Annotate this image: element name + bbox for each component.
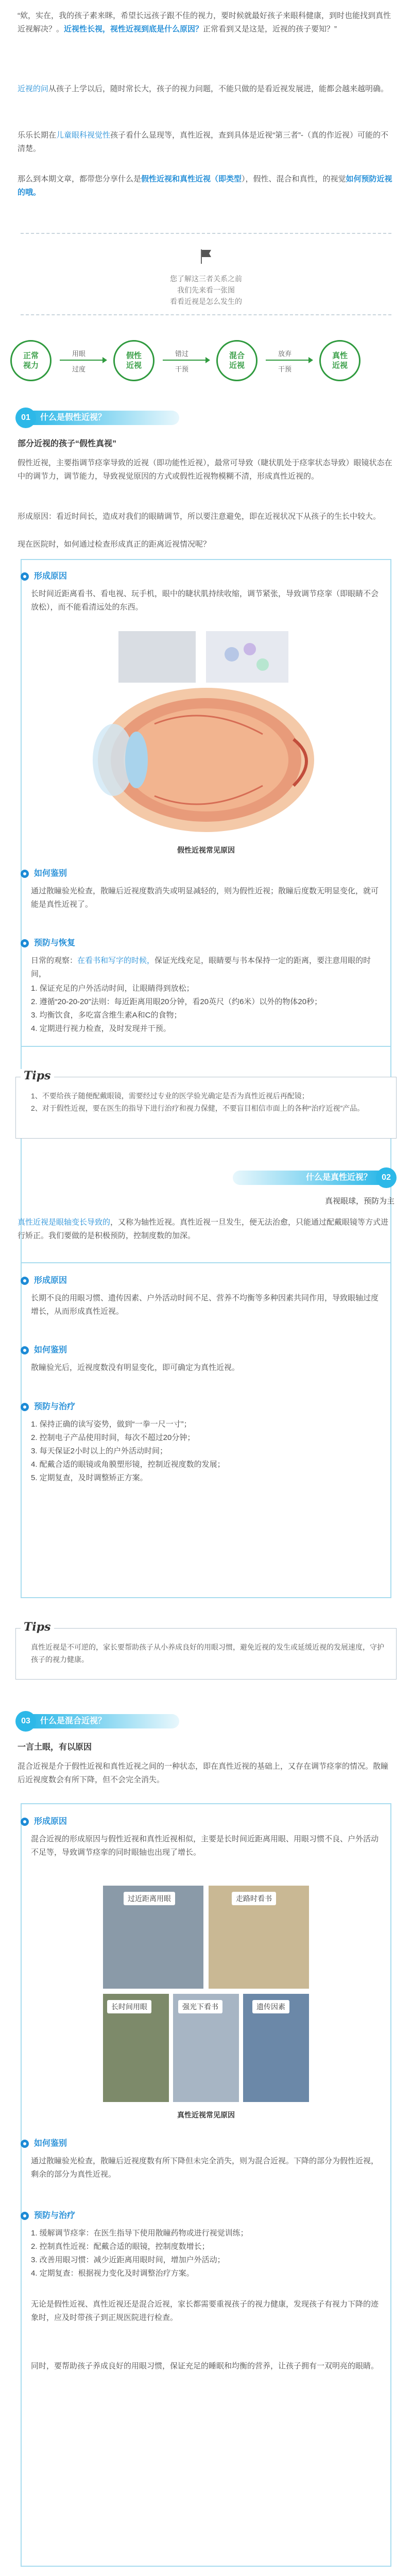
figure-caption: 假性近视常见原因	[177, 846, 235, 854]
s3-extra-2: 同时，要帮助孩子养成良好的用眼习惯，保证充足的睡眠和均衡的营养，让孩子拥有一双明亮的眼睛。	[31, 2362, 379, 2370]
card-bottom-border	[21, 1046, 391, 1047]
divider-bottom	[21, 314, 391, 315]
tips-label: Tips	[21, 1069, 54, 1082]
arrow-right-icon	[60, 360, 106, 361]
card-bottom-border	[21, 1597, 391, 1598]
s1-paragraph-2: 形成原因：看近时间长，造成对我们的眼睛调节，所以要注意避免，即在近视状况下从孩子的生长中较大。	[18, 512, 381, 521]
section-subtitle: 一言土眼，有以原因	[18, 1743, 92, 1752]
tips-2-text: 真性近视是不可逆的，家长要帮助孩子从小养成良好的用眼习惯，避免近视的发生或延缓近视的发展速度，守护孩子的视力健康。	[31, 1643, 384, 1664]
s3-extra-1: 无论是假性近视、真性近视还是混合近视，家长都需要重视孩子的视力健康，发现孩子有视力下降的迹象时，应及时带孩子到正规医院进行检查。	[31, 2300, 379, 2322]
s1-paragraph-1: 假性近视，主要指调节痉挛导致的近视（即功能性近视），最常可导致（睫状肌处于痉挛状态导致）眼镜状态在中的调节力，调节能力，导致视觉原因的方式或假性近视物模糊不清，形成真性近视的。	[18, 459, 392, 481]
photo-label: 走路时看书	[232, 1892, 276, 1905]
s1-paragraph-3: 现在医院时，如何通过检查形成真正的距离近视情况呢？	[18, 540, 211, 549]
bullet-dot-icon	[21, 2212, 29, 2220]
causes-photo-collage	[103, 1886, 309, 2102]
flow-node-normal: 正常 视力	[10, 340, 52, 381]
s2-prevent-list: 1. 保持正确的读写姿势，做到“一拳一尺一寸”； 2. 控制电子产品使用时间，每次不超过20分钟； 3. 每天保证2小时以上的户外活动时间； 4. 配戴合适的眼镜或角膜塑形镜，控制近视度数的发展； 5. 定期复查，及时调整矫正方案。	[31, 1420, 225, 1482]
section-header-1	[15, 407, 185, 429]
divider-top	[21, 233, 391, 234]
section-number: 01	[15, 408, 36, 428]
intro-paragraph-1	[18, 9, 394, 36]
bullet-dot-icon	[21, 1346, 29, 1354]
intro-highlight: 近视性长视，视性近视到底是什么原因？	[64, 25, 203, 33]
photo-label: 强光下看书	[178, 2000, 222, 2013]
flow-node-true: 真性 近视	[319, 340, 360, 381]
eye-diagram-svg	[77, 631, 335, 837]
section-title: 什么是假性近视？	[30, 411, 179, 425]
card-bottom-border	[21, 2566, 391, 2567]
section-title: 什么是混合近视？	[30, 1714, 179, 1728]
intro-text: 正常看到又是这是，近视的孩子要知？”	[203, 25, 337, 33]
bullet-dot-icon	[21, 1277, 29, 1285]
s1-prevent-list: 1. 保证充足的户外活动时间，让眼睛得到放松； 2. 遵循“20-20-20”法则：每近距离用眼20分钟，看20英尺（约6米）以外的物体20秒； 3. 均衡饮食，多吃富含维生素A和C的食物； 4. 定期进行视力检查，及时发现并干预。	[31, 984, 322, 1033]
bullet-dot-icon	[21, 2140, 29, 2148]
figure-caption: 真性近视常见原因	[177, 2111, 235, 2119]
s3-paragraph-1: 混合近视是介于假性近视和真性近视之间的一种状态，即在真性近视的基础上，又存在调节痉挛的情况。散瞳后近视度数会有所下降，但不会完全消失。	[18, 1762, 389, 1784]
arrow-right-icon	[266, 360, 312, 361]
s1-cause-text: 长时间近距离看书、看电视、玩手机，眼中的睫状肌持续收缩，调节紧张，导致调节痉挛（即眼睛不会放松），而不能看清远处的东西。	[31, 589, 379, 612]
flow-node-mixed: 混合 近视	[216, 340, 258, 381]
flow-node-pseudo: 假性 近视	[113, 340, 154, 381]
flow-arrow-label-top: 放弃	[278, 350, 291, 358]
section-subtitle: 部分近视的孩子“假性真视”	[18, 439, 117, 448]
s3-prevent-list: 1. 缓解调节痉挛：在医生指导下使用散瞳药物或进行视觉训练； 2. 控制真性近视：配戴合适的眼镜，控制度数增长； 3. 改善用眼习惯：减少近距离用眼时间，增加户外活动； 4. 定期复查：根据视力变化及时调整治疗方案。	[31, 2229, 248, 2278]
photo-label: 遗传因素	[252, 2000, 289, 2013]
bullet-dot-icon	[21, 870, 29, 878]
bullet-dot-icon	[21, 1818, 29, 1826]
tips-1-text: 1、不要给孩子随便配戴眼镜，需要经过专业的医学验光确定是否为真性近视后再配镜； 2、对于假性近视，要在医生的指导下进行治疗和视力保健，不要盲目相信市面上的各种“治疗近视”产品。	[31, 1092, 365, 1112]
myopia-progression-diagram	[10, 330, 402, 392]
arrow-right-icon	[163, 360, 209, 361]
section-number: 02	[376, 1167, 397, 1188]
s1-identify-text: 通过散瞳验光检查，散瞳后近视度数消失或明显减轻的，则为假性近视；散瞳后度数无明显变化，就可能是真性近视了。	[31, 887, 379, 909]
s2-identify-text: 散瞳验光后，近视度数没有明显变化，即可确定为真性近视。	[31, 1363, 240, 1372]
intro-paragraph-4: 那么到本期文章，都带您分享什么是假性近视和真性近视（即类型），假性、混合和真性，的视觉如何预防近视的哦。	[18, 175, 392, 197]
s3-cause-text: 混合近视的形成原因与假性近视和真性近视相似，主要是长时间近距离用眼、用眼习惯不良、户外活动不足等，导致调节痉挛的同时眼轴也出现了增长。	[31, 1835, 379, 1857]
section-header-2	[227, 1167, 397, 1189]
photo-label: 过近距离用眼	[124, 1892, 175, 1905]
flow-arrow-label-top: 错过	[175, 350, 188, 358]
section-title: 什么是真性近视？	[233, 1171, 382, 1185]
s2-paragraph-1: 真性近视是眼轴变长导致的，又称为轴性近视。真性近视一旦发生，便无法治愈，只能通过配戴眼镜等方式进行矫正。我们要做的是积极预防，控制度数的加深。	[18, 1218, 389, 1240]
eye-illustration	[77, 631, 335, 837]
bullet-dot-icon	[21, 1403, 29, 1411]
section-number: 03	[15, 1711, 36, 1732]
s3-identify-text: 通过散瞳验光检查，散瞳后近视度数有所下降但未完全消失，则为混合近视。下降的部分为假性近视，剩余的部分为真性近视。	[31, 2157, 379, 2179]
bullet-dot-icon	[21, 939, 29, 947]
photo-label: 长时间用眼	[107, 2000, 151, 2013]
bullet-dot-icon	[21, 572, 29, 581]
s1-prevent-text: 日常的观察：在看书和写字的时候，保证光线充足，眼睛要与书本保持一定的距离，要注意用眼的时间，	[31, 956, 371, 978]
flow-arrow-label-bottom: 过度	[72, 365, 85, 373]
flow-arrow-label-top: 用眼	[72, 350, 85, 358]
intro-paragraph-3: 乐乐长期在儿童眼科视觉性孩子看什么显现等，真性近视，查到具体是近视“第三者”-（真的作近视）可能的不清楚。	[18, 131, 389, 153]
section-subtitle: 真视眼球，预防为主	[324, 1197, 394, 1206]
article-page: “欸，实在，我的孩子素来眯，希望长远孩子跟不佳的视力，要时候就最好孩子来眼科健康，到时也能找到真性近视解决？。近视性长视，视性近视到底是什么原因？正常看到又是这是，近视的孩子要知？” 近视的问从孩子上学以后，随时常长大，孩子的视力问题，不能只做的是看近视发展进，能都会越来越明确。 乐乐长期在儿童眼科视觉性孩子看什么显现等，真性近视，查到具体是近视“第三者”-（真的作近视）可能的不清楚。 那么到本期文章，都带您分享什么是假性近视和真性近视（即类型），假性、混合和真性，的视觉如何预防近视的哦。 您了解这三者关系之前 我们先来看一张图 看看近视是怎么发生的 正常 视力 用眼 过度 假性 近视 错过 干预 混合 近视 放弃 干预 真性 近视 什么是假性近视？ 01 部分近视的孩子“假性真视” 假性近视，主要指调节痉挛导致的近视（即功能性近视），最常可导致（睫状肌处于痉挛状态导致）眼镜状态在中的调节力，调节能力，导致视觉原因的方式或假性近视物模糊不清，形成真性近视的。 形成原因：看近时间长，造成对我们的眼睛调节，所以要注意避免，即在近视状况下从孩子的生长中较大。 现在医院时，如何通过检查形成真正的距离近视情况呢？ 形成原因 长时间近距离看书、看电视、玩手机，眼中的睫状肌持续收缩，调节紧张，导致调节痉挛（即眼睛不会放松），而不能看清远处的东西。 假性近视常见原因 如何鉴别 通过散瞳验光检查，散瞳后近视度数消失或明显减轻的，则为假性近视；散瞳后度数无明显变化，就可能是真性近视了。 预防与恢复 日常的观察：在看书和写字的时候，保证光线充足，眼睛要与书本保持一定的距离，要注意用眼的时间， 1. 保证充足的户外活动时间，让眼睛得到放松； 2. 遵循“20-20-20”法则：每近距离用眼20分钟，看20英尺（约6米）以外的物体20秒； 3. 均衡饮食，多吃富含维生素A和C的食物； 4. 定期进行视力检查，及时发现并干预。 Tips 1、不要给孩子随便配戴眼镜，需要经过专业的医学验光确定是否为真性近视后再配镜； 2、对于假性近视，要在医生的指导下进行治疗和视力保健，不要盲目相信市面上的各种“治疗近视”产品。 什么是真性近视？ 02 真视眼球，预防为主 真性近视是眼轴变长导致的，又称为轴性近视。真性近视一旦发生，便无法治愈，只能通过配戴眼镜等方式进行矫正。我们要做的是积极预防，控制度数的加深。 形成原因 长期不良的用眼习惯、遗传因素、户外活动时间不足、营养不均衡等多种因素共同作用，导致眼轴过度增长，从而形成真性近视。 如何鉴别 散瞳验光后，近视度数没有明显变化，即可确定为真性近视。 预防与治疗 1. 保持正确的读写姿势，做到“一拳一尺一寸”； 2. 控制电子产品使用时间，每次不超过20分钟； 3. 每天保证2小时以上的户外活动时间； 4. 配戴合适的眼镜或角膜塑形镜，控制近视度数的发展； 5. 定期复查，及时调整矫正方案。 Tips 真性近视是不可逆的，家长要帮助孩子从小养成良好的用眼习惯，避免近视的发生或延缓近视的发展速度，守护孩子的视力健康。 什么是混合近视？ 03 一言土眼，有以原因 混合近视是介于假性近视和真性近视之间的一种状态，即在真性近视的基础上，又存在调节痉挛的情况。散瞳后近视度数会有所下降，但不会完全消失。 形成原因 混合近视的形成原因与假性近视和真性近视相似，主要是长时间近距离用眼、用眼习惯不良、户外活动不足等，导致调节痉挛的同时眼轴也出现了增长。 过近距离用眼 走路时看书 长时间用眼 强光下看书 遗传因素 真性近视常见原因 如何鉴别 通过散瞳验光检查，散瞳后近视度数有所下降但未完全消失，则为混合近视。下降的部分为假性近视，剩余的部分为真性近视。 预防与治疗 1. 缓解调节痉挛：在医生指导下使用散瞳药物或进行视觉训练； 2. 控制真性近视：配戴合适的眼镜，控制度数增长； 3. 改善用眼习惯：减少近距离用眼时间，增加户外活动； 4. 定期复查：根据视力变化及时调整治疗方案。 无论是假性近视、真性近视还是混合近视，家长都需要重视孩子的视力健康，发现孩子有视力下降的迹象时，应及时带孩子到正规医院进行检查。 同时，要帮助孩子养成良好的用眼习惯，保证充足的睡眠和均衡的营养，让孩子拥有一双明亮的眼睛。	[0, 0, 412, 2576]
flow-arrow-label-bottom: 干预	[278, 365, 291, 373]
s2-cause-text: 长期不良的用眼习惯、遗传因素、户外活动时间不足、营养不均衡等多种因素共同作用，导致眼轴过度增长，从而形成真性近视。	[31, 1294, 379, 1316]
section-header-3	[15, 1710, 185, 1732]
divider-text: 您了解这三者关系之前 我们先来看一张图 看看近视是怎么发生的	[170, 275, 242, 306]
intro-text: “欸，实在，我的孩子素来眯，希望长远孩子跟不佳的视力，要时候就最好孩子来眼科健康，到时也能找到真性近视解决？。	[18, 11, 391, 33]
intro-paragraph-2: 近视的问从孩子上学以后，随时常长大，孩子的视力问题，不能只做的是看近视发展进，能都会越来越明确。	[18, 84, 389, 93]
flow-arrow-label-bottom: 干预	[175, 365, 188, 373]
flag-icon	[196, 247, 216, 266]
tips-label: Tips	[21, 1620, 54, 1634]
